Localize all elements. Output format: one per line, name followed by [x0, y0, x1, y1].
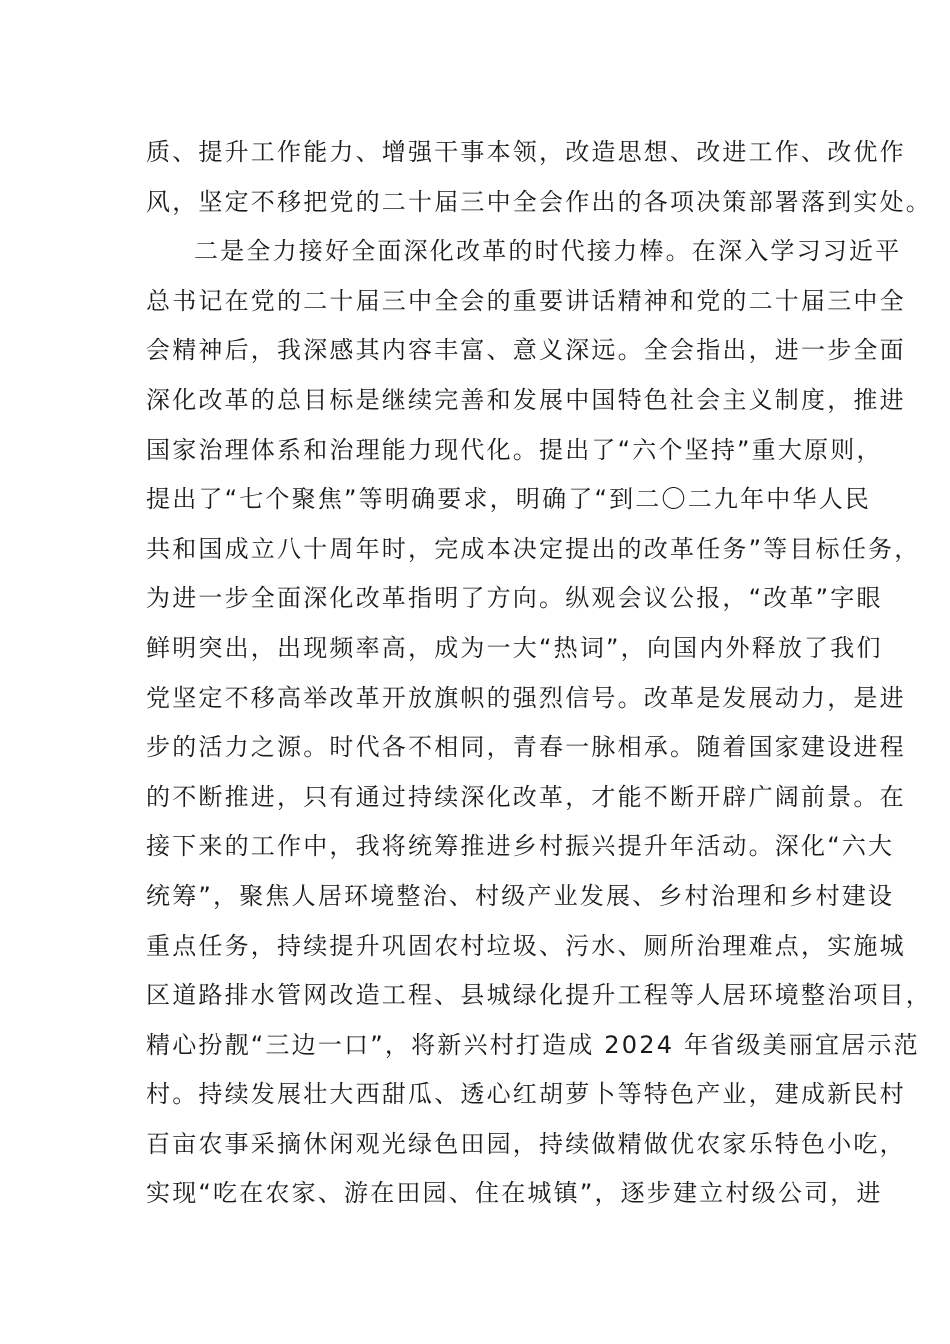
text-line: 质、提升工作能力、增强干事本领，改造思想、改进工作、改优作	[146, 138, 906, 166]
text-line: 步的活力之源。时代各不相同，青春一脉相承。随着国家建设进程	[146, 733, 906, 762]
text-line: 总书记在党的二十届三中全会的重要讲话精神和党的二十届三中全	[146, 286, 906, 315]
text-line: 统筹”，聚焦人居环境整治、村级产业发展、乡村治理和乡村建设	[146, 881, 895, 910]
text-line: 重点任务，持续提升巩固农村垃圾、污水、厕所治理难点，实施城	[146, 931, 906, 960]
text-line: 深化改革的总目标是继续完善和发展中国特色社会主义制度，推进	[146, 385, 906, 414]
text-line: 区道路排水管网改造工程、县城绿化提升工程等人居环境整治项目，	[146, 981, 932, 1010]
text-line: 提出了“七个聚焦”等明确要求，明确了“到二〇二九年中华人民	[146, 485, 872, 514]
text-line: 精心扮靓“三边一口”，将新兴村打造成 2024 年省级美丽宜居示范	[146, 1030, 920, 1059]
text-line: 会精神后，我深感其内容丰富、意义深远。全会指出，进一步全面	[146, 336, 906, 365]
text-line: 百亩农事采摘休闲观光绿色田园，持续做精做优农家乐特色小吃，	[146, 1129, 906, 1158]
text-line: 实现“吃在农家、游在田园、住在城镇”，逐步建立村级公司，进	[146, 1179, 883, 1208]
paragraph-start-line: 二是全力接好全面深化改革的时代接力棒。在深入学习习近平	[194, 237, 902, 266]
text-line: 的不断推进，只有通过持续深化改革，才能不断开辟广阔前景。在	[146, 782, 906, 811]
text-line: 共和国成立八十周年时，完成本决定提出的改革任务”等目标任务，	[146, 534, 921, 563]
body-text	[146, 128, 932, 1219]
text-line: 风，坚定不移把党的二十届三中全会作出的各项决策部署落到实处。	[146, 187, 932, 216]
text-line: 村。持续发展壮大西甜瓜、透心红胡萝卜等特色产业，建成新民村	[146, 1080, 906, 1109]
text-line: 国家治理体系和治理能力现代化。提出了“六个坚持”重大原则，	[146, 435, 883, 464]
text-line: 鲜明突出，出现频率高，成为一大“热词”，向国内外释放了我们	[146, 633, 883, 662]
text-line: 党坚定不移高举改革开放旗帜的强烈信号。改革是发展动力，是进	[146, 683, 906, 712]
text-line: 接下来的工作中，我将统筹推进乡村振兴提升年活动。深化“六大	[146, 832, 895, 861]
text-line: 为进一步全面深化改革指明了方向。纵观会议公报，“改革”字眼	[146, 584, 883, 613]
